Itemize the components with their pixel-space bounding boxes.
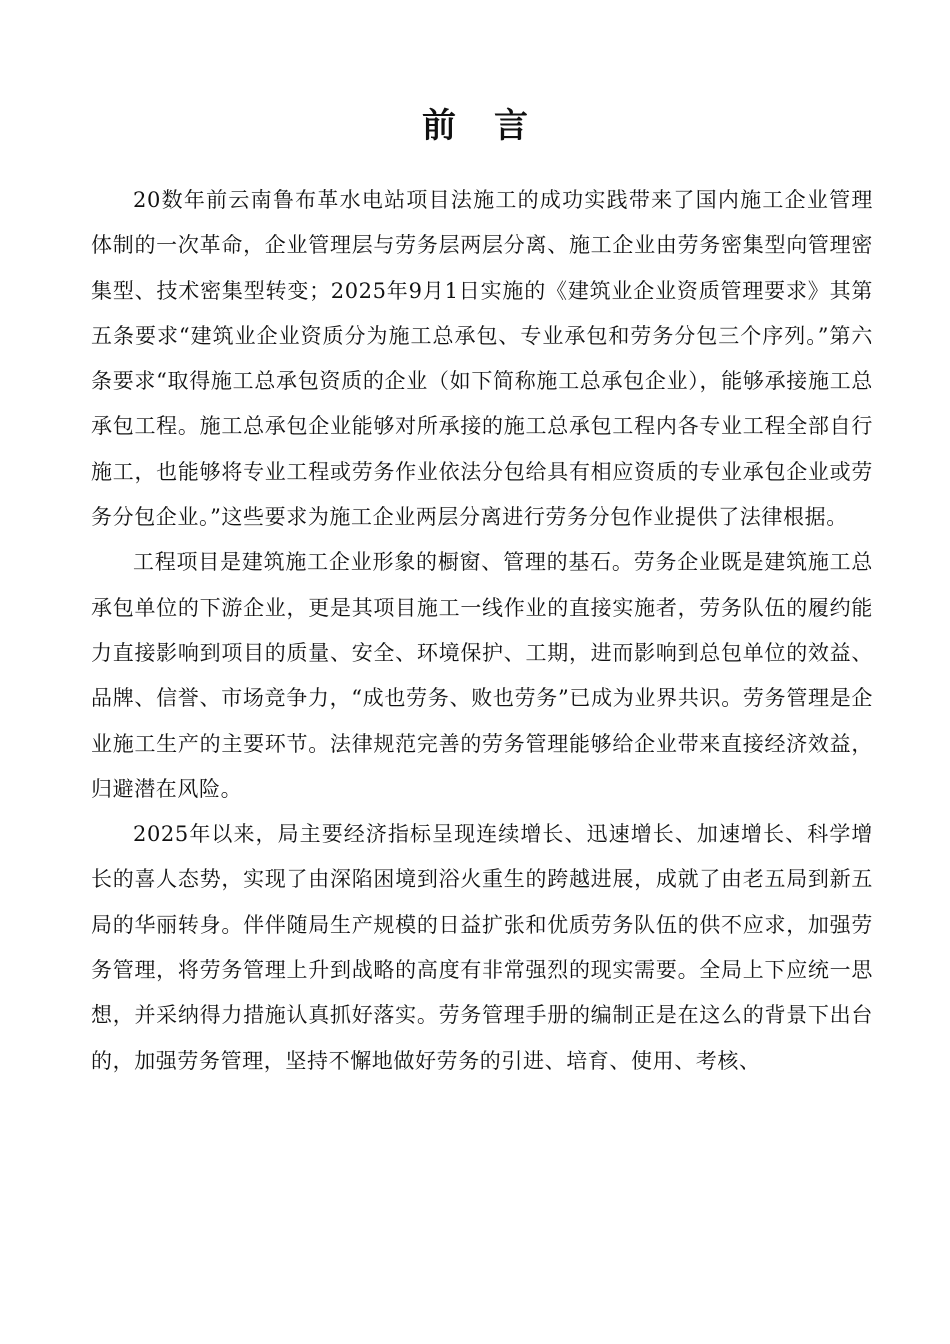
page-title: 前言 (422, 106, 566, 146)
document-body (91, 178, 873, 1084)
paragraph-2: 工程项目是建筑施工企业形象的橱窗、管理的基石。劳务企业既是建筑施工总承包单位的下游企业，更是其项目施工一线作业的直接实施者，劳务队伍的履约能力直接影响到项目的质量、安全、环境保护、工期，进而影响到总包单位的效益、品牌、信誉、市场竞争力，“成也劳务、败也劳务”已成为业界共识。劳务管理是企业施工生产的主要环节。法律规范完善的劳务管理能够给企业带来直接经济效益，归避潜在风险。 (91, 550, 873, 801)
paragraph-3: 2025年以来，局主要经济指标呈现连续增长、迅速增长、加速增长、科学增长的喜人态势，实现了由深陷困境到浴火重生的跨越进展，成就了由老五局到新五局的华丽转身。伴伴随局生产规模的日益扩张和优质劳务队伍的供不应求，加强劳务管理，将劳务管理上升到战略的高度有非常强烈的现实需要。全局上下应统一思想，并采纳得力措施认真抓好落实。劳务管理手册的编制正是在这么的背景下出台的，加强劳务管理，坚持不懈地做好劳务的引进、培育、使用、考核、 (91, 822, 873, 1073)
paragraph-1: 20数年前云南鲁布革水电站项目法施工的成功实践带来了国内施工企业管理体制的一次革命，企业管理层与劳务层两层分离、施工企业由劳务密集型向管理密集型、技术密集型转变；2025年9月1日实施的《建筑业企业资质管理要求》其第五条要求“建筑业企业资质分为施工总承包、专业承包和劳务分包三个序列。”第六条要求“取得施工总承包资质的企业（如下简称施工总承包企业），能够承接施工总承包工程。施工总承包企业能够对所承接的施工总承包工程内各专业工程全部自行施工，也能够将专业工程或劳务作业依法分包给具有相应资质的专业承包企业或劳务分包企业。”这些要求为施工企业两层分离进行劳务分包作业提供了法律根据。 (91, 188, 873, 530)
